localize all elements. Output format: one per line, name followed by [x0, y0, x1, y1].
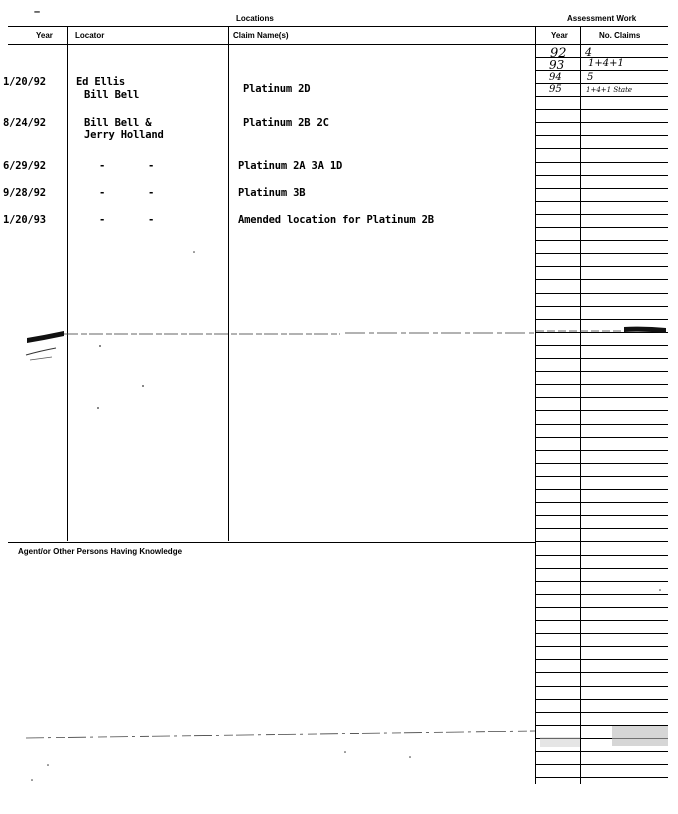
entry-locator2-2: Jerry Holland [84, 129, 164, 141]
entry-locator-3: - - [99, 160, 155, 172]
entry-locator-4: - - [99, 187, 155, 199]
entry-year-5: 1/20/93 [3, 214, 46, 226]
aw-claims-4: 1+4+1 State [586, 86, 633, 94]
entry-year-2: 8/24/92 [3, 117, 46, 129]
assessment-work-heading: Assessment Work [567, 14, 637, 23]
entry-year-3: 6/29/92 [3, 160, 46, 172]
entry-year-4: 9/28/92 [3, 187, 46, 199]
entry-claims-5: Amended location for Platinum 2B [238, 214, 434, 226]
col-year: Year [36, 31, 53, 40]
entry-locator-5: - - [99, 214, 155, 226]
entry-claims-2: Platinum 2B 2C [243, 117, 329, 129]
entry-locator-1: Ed Ellis [76, 76, 125, 88]
entry-claims-4: Platinum 3B [238, 187, 306, 199]
corner-mark: – [34, 6, 41, 18]
col-aw-no-claims: No. Claims [599, 31, 641, 40]
aw-year-1: 92 [550, 46, 567, 61]
agent-label: Agent/or Other Persons Having Knowledge [18, 547, 183, 556]
aw-year-3: 94 [549, 72, 562, 83]
col-locator: Locator [75, 31, 105, 40]
locations-heading: Locations [236, 14, 274, 23]
entry-locator-2: Bill Bell & [84, 117, 152, 129]
entry-claims-3: Platinum 2A 3A 1D [238, 160, 343, 172]
entry-year-1: 1/20/92 [3, 76, 46, 88]
entry-locator2-1: Bill Bell [84, 89, 140, 101]
aw-year-4: 95 [549, 84, 562, 95]
aw-claims-1: 4 [585, 46, 592, 59]
entry-claims-1: Platinum 2D [243, 83, 311, 95]
aw-claims-2: 1+4+1 [588, 58, 624, 69]
col-claim-names: Claim Name(s) [233, 31, 289, 40]
aw-claims-3: 5 [587, 72, 594, 83]
aw-year-2: 93 [549, 58, 565, 72]
col-aw-year: Year [551, 31, 568, 40]
